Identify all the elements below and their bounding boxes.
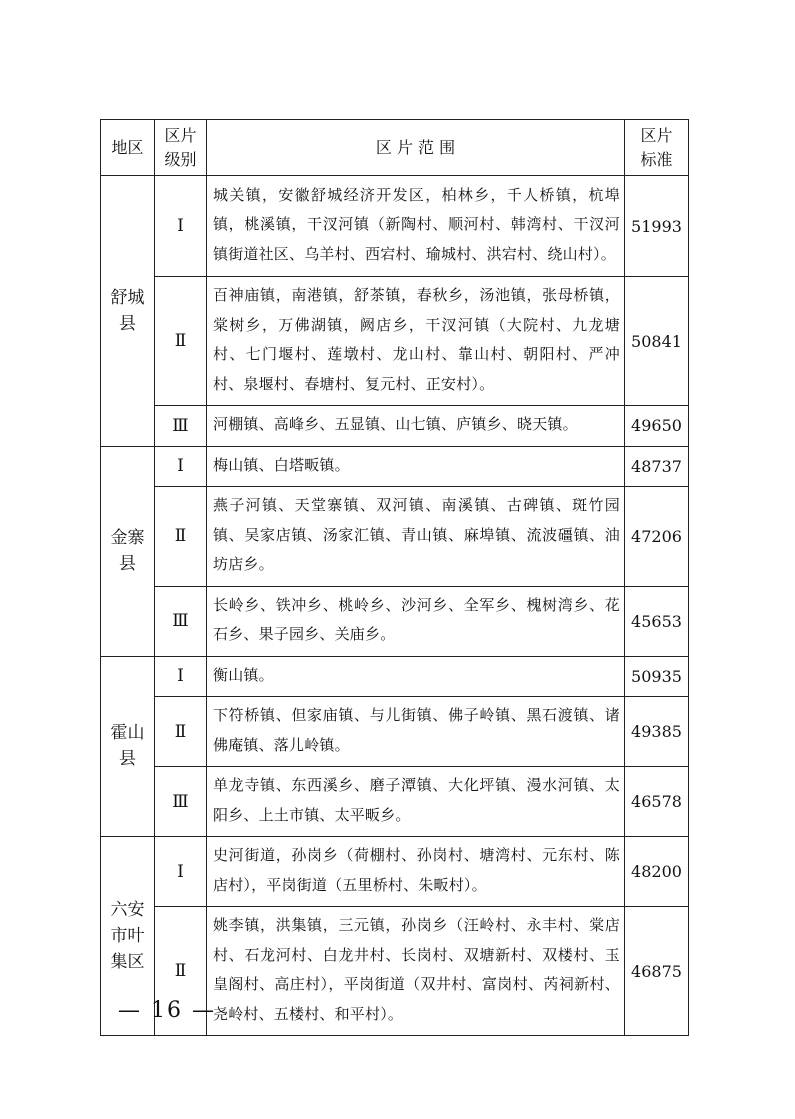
- table-row: [101, 176, 689, 277]
- table-row: [101, 586, 689, 656]
- standard-cell: 47206: [625, 487, 689, 587]
- header-row: [101, 120, 689, 176]
- range-cell: 长岭乡、铁冲乡、桃岭乡、沙河乡、全军乡、槐树湾乡、花石乡、果子园乡、关庙乡。: [207, 586, 625, 656]
- range-cell: 下符桥镇、但家庙镇、与儿街镇、佛子岭镇、黑石渡镇、诸佛庵镇、落儿岭镇。: [207, 697, 625, 767]
- level-cell: Ⅱ: [155, 697, 207, 767]
- standard-cell: 50841: [625, 277, 689, 406]
- standard-cell: 48737: [625, 446, 689, 487]
- table-row: [101, 767, 689, 837]
- level-cell: Ⅰ: [155, 837, 207, 907]
- standard-cell: 46578: [625, 767, 689, 837]
- table-row: [101, 446, 689, 487]
- standard-cell: 48200: [625, 837, 689, 907]
- level-cell: Ⅰ: [155, 446, 207, 487]
- header-range: 区 片 范 围: [207, 120, 625, 176]
- table-row: [101, 277, 689, 406]
- region-cell: 六安市叶集区: [101, 837, 155, 1036]
- standard-cell: 45653: [625, 586, 689, 656]
- level-cell: Ⅱ: [155, 487, 207, 587]
- standard-cell: 51993: [625, 176, 689, 277]
- standard-cell: 50935: [625, 656, 689, 697]
- header-level-line1: 区片: [164, 125, 197, 145]
- standard-cell: 49385: [625, 697, 689, 767]
- range-cell: 河棚镇、高峰乡、五显镇、山七镇、庐镇乡、晓天镇。: [207, 406, 625, 447]
- table-row: [101, 837, 689, 907]
- page-number: — 16 —: [118, 998, 216, 1023]
- header-region: 地区: [101, 120, 155, 176]
- region-cell: 霍山县: [101, 656, 155, 837]
- level-cell: Ⅱ: [155, 277, 207, 406]
- range-cell: 梅山镇、白塔畈镇。: [207, 446, 625, 487]
- range-cell: 史河街道，孙岗乡（荷棚村、孙岗村、塘湾村、元东村、陈店村），平岗街道（五里桥村、朱畈村）。: [207, 837, 625, 907]
- level-cell: Ⅰ: [155, 656, 207, 697]
- range-cell: 姚李镇，洪集镇，三元镇，孙岗乡（汪岭村、永丰村、棠店村、石龙河村、白龙井村、长岗村、双塘新村、双楼村、玉皇阁村、高庄村），平岗街道（双井村、富岗村、芮祠新村、尧岭村、五楼村、和平村）。: [207, 907, 625, 1036]
- table-row: [101, 656, 689, 697]
- table-row: [101, 697, 689, 767]
- range-cell: 衡山镇。: [207, 656, 625, 697]
- level-cell: Ⅱ: [155, 907, 207, 1036]
- range-cell: 百神庙镇，南港镇，舒茶镇，春秋乡，汤池镇，张母桥镇，棠树乡，万佛湖镇，阙店乡，干汊河镇（大院村、九龙塘村、七门堰村、莲墩村、龙山村、靠山村、朝阳村、严冲村、泉堰村、春塘村、复元村、正安村）。: [207, 277, 625, 406]
- standard-cell: 49650: [625, 406, 689, 447]
- header-level-line2: 级别: [164, 149, 197, 169]
- region-cell: 舒城县: [101, 176, 155, 447]
- header-standard: [625, 120, 689, 176]
- table-row: [101, 487, 689, 587]
- header-standard-line1: 区片: [640, 125, 673, 145]
- level-cell: Ⅰ: [155, 176, 207, 277]
- level-cell: Ⅲ: [155, 406, 207, 447]
- header-standard-line2: 标准: [640, 149, 673, 169]
- range-cell: 单龙寺镇、东西溪乡、磨子潭镇、大化坪镇、漫水河镇、太阳乡、上土市镇、太平畈乡。: [207, 767, 625, 837]
- level-cell: Ⅲ: [155, 586, 207, 656]
- range-cell: 城关镇，安徽舒城经济开发区，柏林乡，千人桥镇，杭埠镇，桃溪镇，干汊河镇（新陶村、顺河村、韩湾村、干汊河镇街道社区、乌羊村、西宕村、瑜城村、洪宕村、绕山村）。: [207, 176, 625, 277]
- table-row: [101, 406, 689, 447]
- level-cell: Ⅲ: [155, 767, 207, 837]
- standard-cell: 46875: [625, 907, 689, 1036]
- header-level: [155, 120, 207, 176]
- land-price-zone-table: [100, 119, 689, 1036]
- range-cell: 燕子河镇、天堂寨镇、双河镇、南溪镇、古碑镇、斑竹园镇、吴家店镇、汤家汇镇、青山镇、麻埠镇、流波礓镇、油坊店乡。: [207, 487, 625, 587]
- region-cell: 金寨县: [101, 446, 155, 656]
